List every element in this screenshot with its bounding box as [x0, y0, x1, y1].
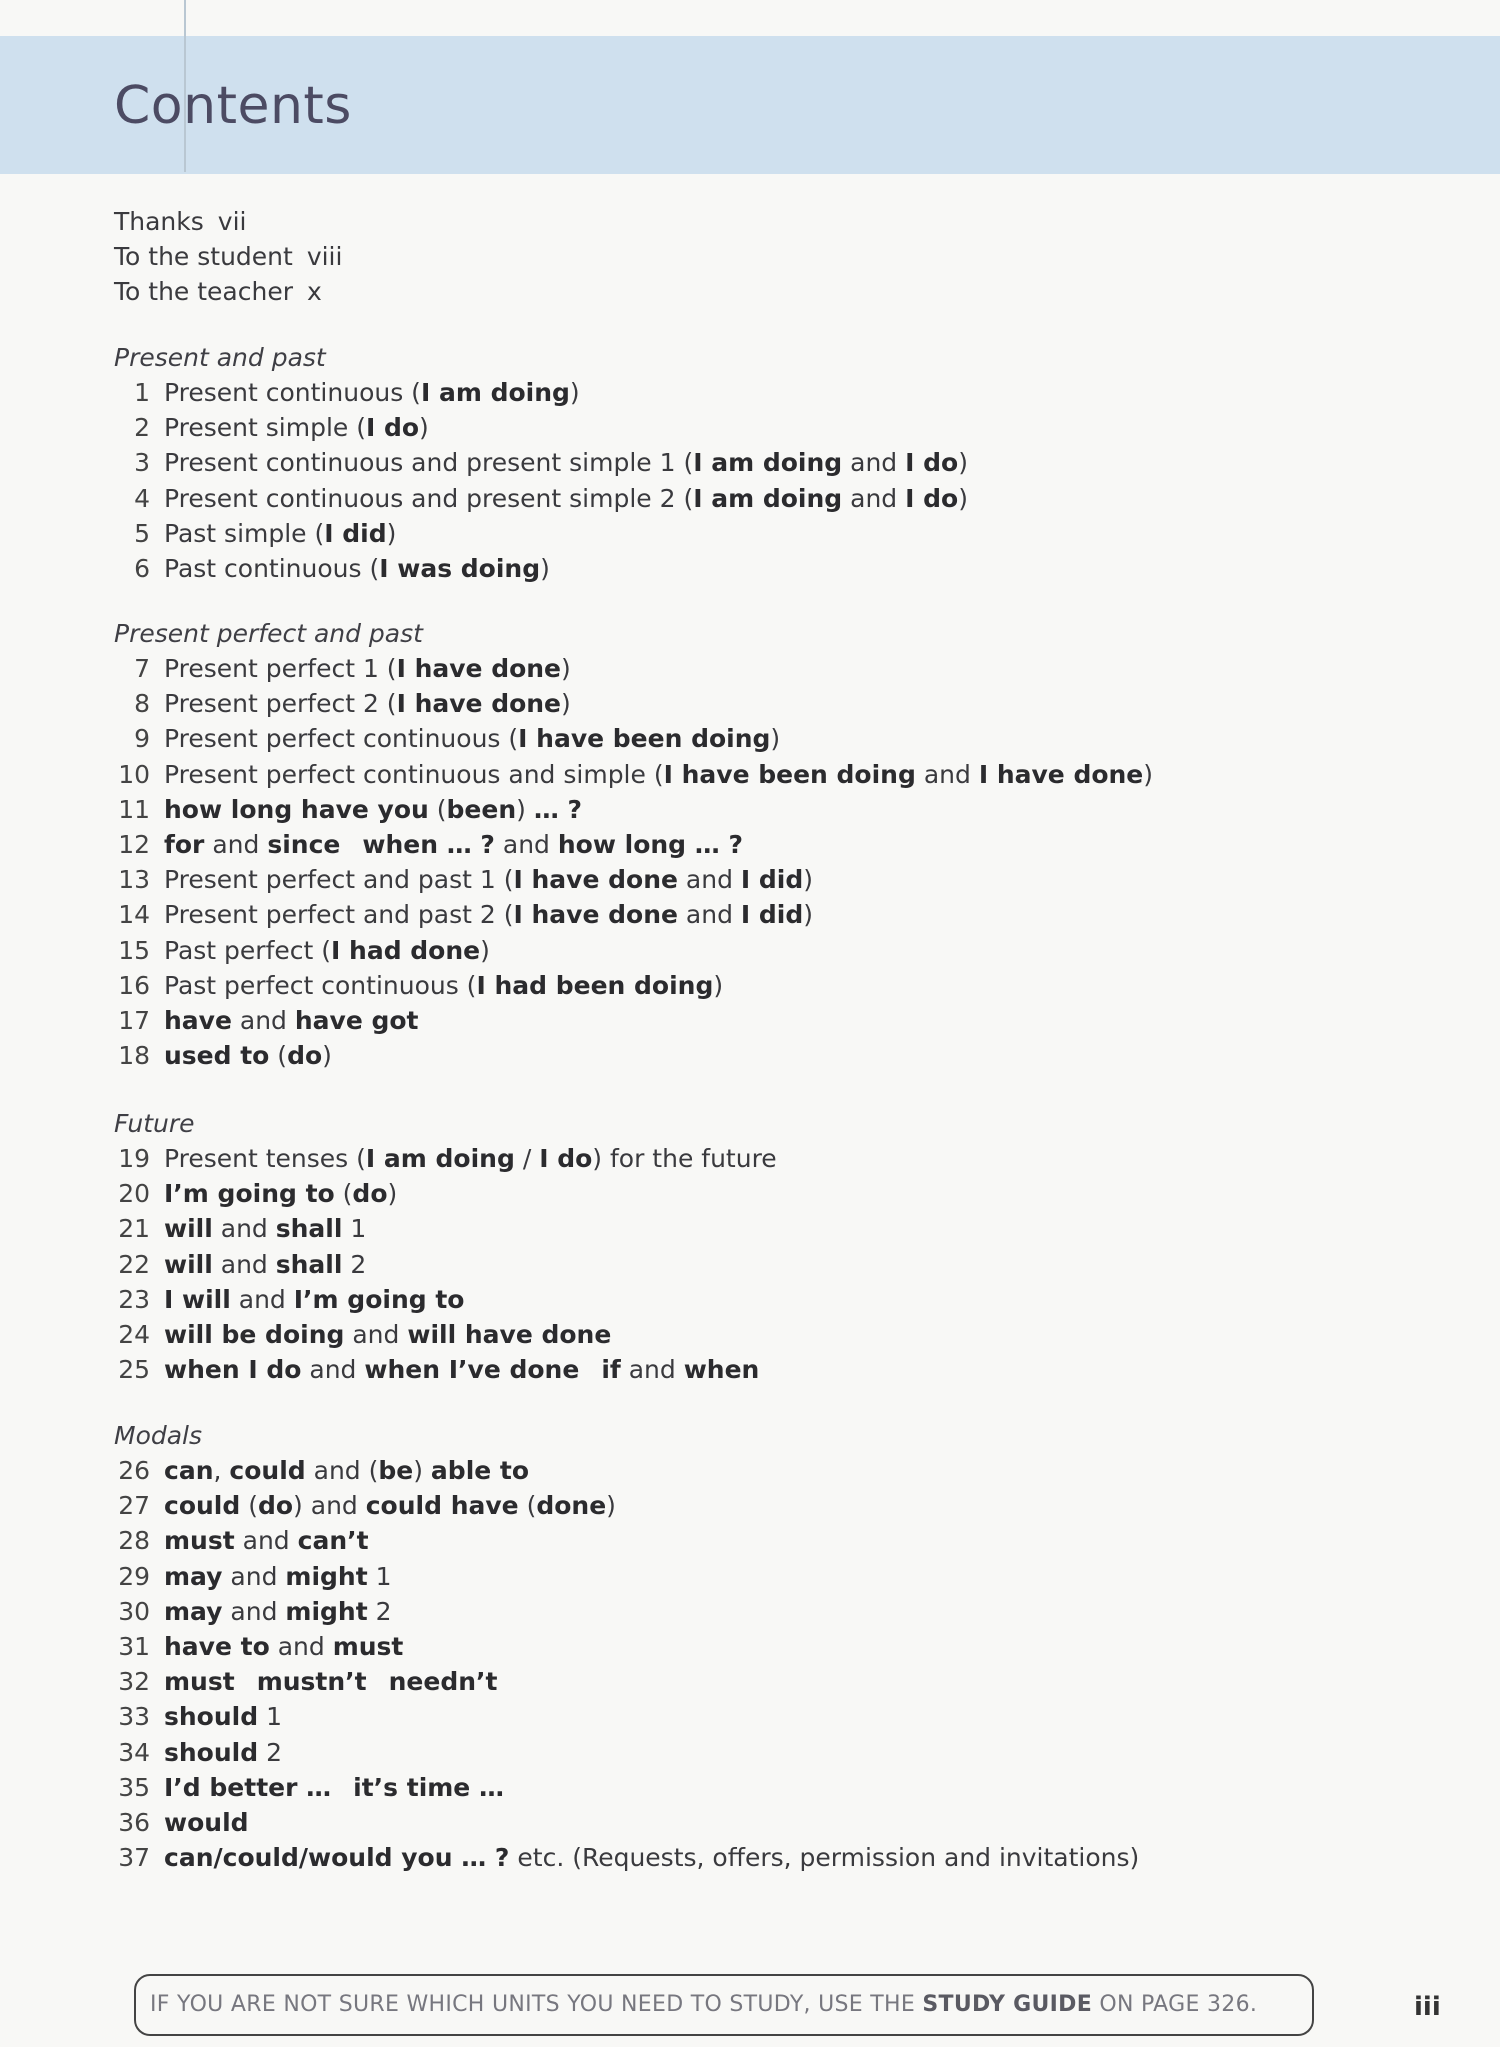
unit-row[interactable] — [114, 792, 1153, 827]
page-number: iii — [1414, 1992, 1441, 2022]
unit-number: 14 — [118, 900, 150, 930]
unit-title: I’d better … it’s time … — [164, 1772, 504, 1802]
unit-title: used to (do) — [164, 1041, 332, 1071]
unit-number: 22 — [118, 1249, 150, 1279]
unit-number: 30 — [118, 1596, 150, 1626]
unit-row[interactable] — [114, 1629, 1139, 1664]
unit-row[interactable] — [114, 1176, 777, 1211]
unit-row[interactable] — [114, 862, 1153, 897]
unit-number: 17 — [118, 1005, 150, 1035]
unit-number: 21 — [118, 1214, 150, 1244]
unit-title: will be doing and will have done — [164, 1319, 612, 1349]
unit-number: 10 — [118, 759, 150, 789]
unit-title: Present perfect 1 (I have done) — [164, 654, 571, 683]
unit-title: Present perfect and past 1 (I have done and I did) — [164, 865, 814, 895]
unit-number: 2 — [134, 413, 150, 443]
unit-row[interactable] — [114, 1282, 777, 1317]
unit-title: Present perfect continuous (I have been doing) — [164, 724, 781, 754]
unit-title: for and since when … ? and how long … ? — [164, 829, 743, 859]
unit-row[interactable] — [114, 1453, 1139, 1488]
unit-title: Present perfect and past 2 (I have done and I did) — [164, 900, 814, 930]
unit-row[interactable] — [114, 897, 1153, 932]
unit-title: will and shall 1 — [164, 1214, 367, 1244]
unit-number: 13 — [118, 865, 150, 895]
unit-number: 20 — [118, 1179, 150, 1209]
unit-number: 33 — [118, 1702, 150, 1732]
unit-row[interactable] — [114, 1247, 777, 1282]
unit-row[interactable] — [114, 1699, 1139, 1734]
unit-number: 16 — [118, 970, 150, 1000]
unit-title: must and can’t — [164, 1526, 369, 1556]
unit-row[interactable] — [114, 1840, 1139, 1875]
unit-title: Present tenses (I am doing / I do) for the future — [164, 1144, 777, 1173]
front-matter-item[interactable]: To the student viii — [114, 242, 343, 271]
unit-title: Present simple (I do) — [164, 413, 429, 443]
unit-row[interactable] — [114, 516, 968, 551]
unit-row[interactable] — [114, 445, 968, 480]
unit-number: 27 — [118, 1491, 150, 1521]
unit-number: 5 — [134, 518, 150, 548]
section-present-and-past — [114, 340, 968, 586]
unit-number: 32 — [118, 1667, 150, 1697]
unit-title: could (do) and could have (done) — [164, 1491, 616, 1521]
unit-title: Past simple (I did) — [164, 518, 397, 548]
unit-row[interactable] — [114, 1488, 1139, 1523]
unit-number: 15 — [118, 935, 150, 965]
unit-title: may and might 1 — [164, 1561, 392, 1591]
section-heading: Present and past — [114, 343, 326, 372]
unit-row[interactable] — [114, 827, 1153, 862]
unit-row[interactable] — [114, 1141, 777, 1176]
unit-title: I’m going to (do) — [164, 1179, 398, 1209]
section-heading: Present perfect and past — [114, 619, 423, 648]
unit-row[interactable] — [114, 1770, 1139, 1805]
unit-row[interactable] — [114, 721, 1153, 756]
unit-row[interactable] — [114, 1735, 1139, 1770]
unit-title: may and might 2 — [164, 1596, 392, 1626]
section-modals — [114, 1418, 1139, 1875]
front-matter-item[interactable]: To the teacher x — [114, 277, 322, 306]
unit-row[interactable] — [114, 1523, 1139, 1558]
unit-number: 29 — [118, 1561, 150, 1591]
unit-row[interactable] — [114, 1664, 1139, 1699]
unit-row[interactable] — [114, 481, 968, 516]
unit-row[interactable] — [114, 410, 968, 445]
unit-title: will and shall 2 — [164, 1249, 367, 1279]
unit-row[interactable] — [114, 651, 1153, 686]
unit-row[interactable] — [114, 933, 1153, 968]
front-matter-list — [114, 204, 342, 309]
unit-number: 26 — [118, 1456, 150, 1485]
unit-number: 36 — [118, 1807, 150, 1837]
unit-number: 7 — [134, 654, 150, 683]
unit-number: 1 — [134, 378, 150, 407]
unit-number: 31 — [118, 1631, 150, 1661]
unit-number: 19 — [118, 1144, 150, 1173]
unit-title: Past perfect continuous (I had been doing) — [164, 970, 724, 1000]
unit-row[interactable] — [114, 1594, 1139, 1629]
unit-row[interactable] — [114, 1003, 1153, 1038]
unit-title: when I do and when I’ve done if and when — [164, 1355, 760, 1385]
unit-number: 12 — [118, 829, 150, 859]
unit-number: 24 — [118, 1319, 150, 1349]
unit-title: Present continuous and present simple 1 (I am doing and I do) — [164, 448, 968, 478]
unit-title: must mustn’t needn’t — [164, 1667, 498, 1697]
unit-row[interactable] — [114, 551, 968, 586]
unit-title: can/could/would you … ? etc. (Requests, offers, permission and invitations) — [164, 1843, 1140, 1873]
unit-title: can, could and (be) able to — [164, 1456, 530, 1485]
section-future — [114, 1106, 777, 1387]
unit-number: 37 — [118, 1843, 150, 1873]
unit-number: 3 — [134, 448, 150, 478]
unit-title: have to and must — [164, 1631, 404, 1661]
page-title: Contents — [114, 76, 352, 136]
unit-row[interactable] — [114, 1038, 1153, 1073]
section-heading: Future — [114, 1109, 195, 1138]
unit-number: 11 — [118, 794, 150, 824]
study-guide-note: IF YOU ARE NOT SURE WHICH UNITS YOU NEED TO STUDY, USE THE STUDY GUIDE ON PAGE 326. — [150, 1992, 1258, 2017]
section-present-perfect-and-past — [114, 616, 1153, 1073]
unit-number: 18 — [118, 1041, 150, 1071]
unit-number: 6 — [134, 553, 150, 583]
unit-number: 25 — [118, 1355, 150, 1385]
unit-row[interactable] — [114, 1805, 1139, 1840]
unit-row[interactable] — [114, 686, 1153, 721]
section-heading: Modals — [114, 1421, 203, 1450]
unit-number: 28 — [118, 1526, 150, 1556]
front-matter-item[interactable]: Thanks vii — [114, 207, 247, 236]
unit-title: have and have got — [164, 1005, 419, 1035]
unit-title: Past perfect (I had done) — [164, 935, 490, 965]
unit-number: 34 — [118, 1737, 150, 1767]
unit-row[interactable] — [114, 1352, 777, 1387]
unit-title: Past continuous (I was doing) — [164, 553, 550, 583]
unit-row[interactable] — [114, 1317, 777, 1352]
unit-row[interactable] — [114, 757, 1153, 792]
unit-title: would — [164, 1807, 249, 1837]
unit-title: Present perfect continuous and simple (I have been doing and I have done) — [164, 759, 1154, 789]
unit-number: 8 — [134, 689, 150, 719]
unit-number: 23 — [118, 1284, 150, 1314]
unit-title: I will and I’m going to — [164, 1284, 465, 1314]
unit-number: 4 — [134, 483, 150, 513]
unit-title: Present continuous (I am doing) — [164, 378, 580, 407]
unit-title: Present perfect 2 (I have done) — [164, 689, 571, 719]
unit-title: Present continuous and present simple 2 (I am doing and I do) — [164, 483, 968, 513]
unit-number: 9 — [134, 724, 150, 754]
unit-row[interactable] — [114, 1559, 1139, 1594]
unit-title: how long have you (been) … ? — [164, 794, 583, 824]
unit-row[interactable] — [114, 375, 968, 410]
unit-title: should 2 — [164, 1737, 282, 1767]
unit-row[interactable] — [114, 1211, 777, 1246]
unit-title: should 1 — [164, 1702, 282, 1732]
unit-row[interactable] — [114, 968, 1153, 1003]
unit-number: 35 — [118, 1772, 150, 1802]
